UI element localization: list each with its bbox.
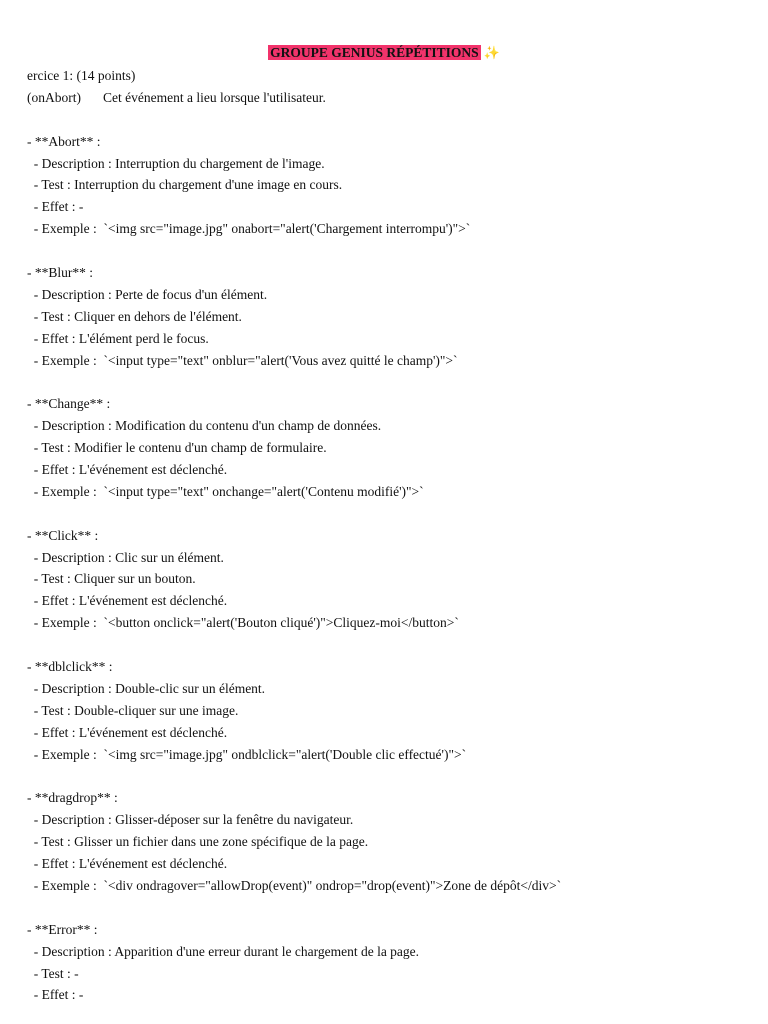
event-block-dblclick [27,656,747,787]
event-header: - **Abort** : [27,133,101,149]
event-header: - **Error** : [27,921,98,937]
intro-event-desc: Cet événement a lieu lorsque l'utilisateur. [103,89,326,105]
event-description: - Description : Glisser-déposer sur la fenêtre du navigateur. [27,812,354,828]
event-effect: - Effet : - [27,199,84,215]
event-effect: - Effet : L'événement est déclenché. [27,856,228,872]
event-test: - Test : Interruption du chargement d'une image en cours. [27,177,343,193]
event-description: - Description : Clic sur un élément. [27,549,224,565]
event-block-click [27,525,747,656]
blank-line [27,897,747,919]
event-effect: - Effet : - [27,987,84,1003]
event-effect: - Effet : L'élément perd le focus. [27,330,209,346]
event-header: - **dragdrop** : [27,790,118,806]
event-description: - Description : Perte de focus d'un élément. [27,286,268,302]
event-test: - Test : Modifier le contenu d'un champ de formulaire. [27,440,327,456]
event-effect: - Effet : L'événement est déclenché. [27,462,228,478]
blank-line [27,371,747,393]
event-block-error [27,919,747,1007]
intro-event-name: (onAbort) [27,89,81,105]
sparkle-icon: ✨ [483,46,500,61]
event-description: - Description : Double-clic sur un élément. [27,680,266,696]
event-description: - Description : Modification du contenu d'un champ de données. [27,418,382,434]
document-title: GROUPE GENIUS RÉPÉTITIONS [270,45,479,60]
event-example: - Exemple : `<img src="image.jpg" onabort="alert('Chargement interrompu')">` [27,221,471,237]
event-header: - **Blur** : [27,265,93,281]
event-example: - Exemple : `<input type="text" onchange="alert('Contenu modifié')">` [27,483,424,499]
event-block-dragdrop [27,787,747,918]
event-header: - **Change** : [27,396,111,412]
event-header: - **dblclick** : [27,659,113,675]
event-example: - Exemple : `<input type="text" onblur="alert('Vous avez quitté le champ')">` [27,352,458,368]
event-block-change [27,393,747,524]
event-block-blur [27,262,747,393]
event-test: - Test : Cliquer sur un bouton. [27,571,196,587]
intro-line [27,87,747,109]
blank-line [27,240,747,262]
event-description: - Description : Apparition d'une erreur durant le chargement de la page. [27,943,420,959]
event-test: - Test : - [27,965,79,981]
event-effect: - Effet : L'événement est déclenché. [27,593,228,609]
event-example: - Exemple : `<button onclick="alert('Bouton cliqué')">Cliquez-moi</button>` [27,615,459,631]
event-effect: - Effet : L'événement est déclenché. [27,724,228,740]
blank-line [27,766,747,788]
event-block-abort [27,131,747,262]
event-test: - Test : Cliquer en dehors de l'élément. [27,308,242,324]
blank-line [27,503,747,525]
event-example: - Exemple : `<div ondragover="allowDrop(event)" ondrop="drop(event)">Zone de dépôt</div>` [27,877,562,893]
event-test: - Test : Glisser un fichier dans une zone spécifique de la page. [27,834,369,850]
blank-line [27,634,747,656]
blank-line [27,109,747,131]
event-test: - Test : Double-cliquer sur une image. [27,702,239,718]
event-description: - Description : Interruption du chargement de l'image. [27,155,325,171]
exercise-heading: ercice 1: (14 points) [27,68,136,83]
document-body [27,65,747,1006]
event-example: - Exemple : `<img src="image.jpg" ondblclick="alert('Double clic effectué')">` [27,746,467,762]
event-header: - **Click** : [27,527,99,543]
document-title-row [0,44,768,63]
